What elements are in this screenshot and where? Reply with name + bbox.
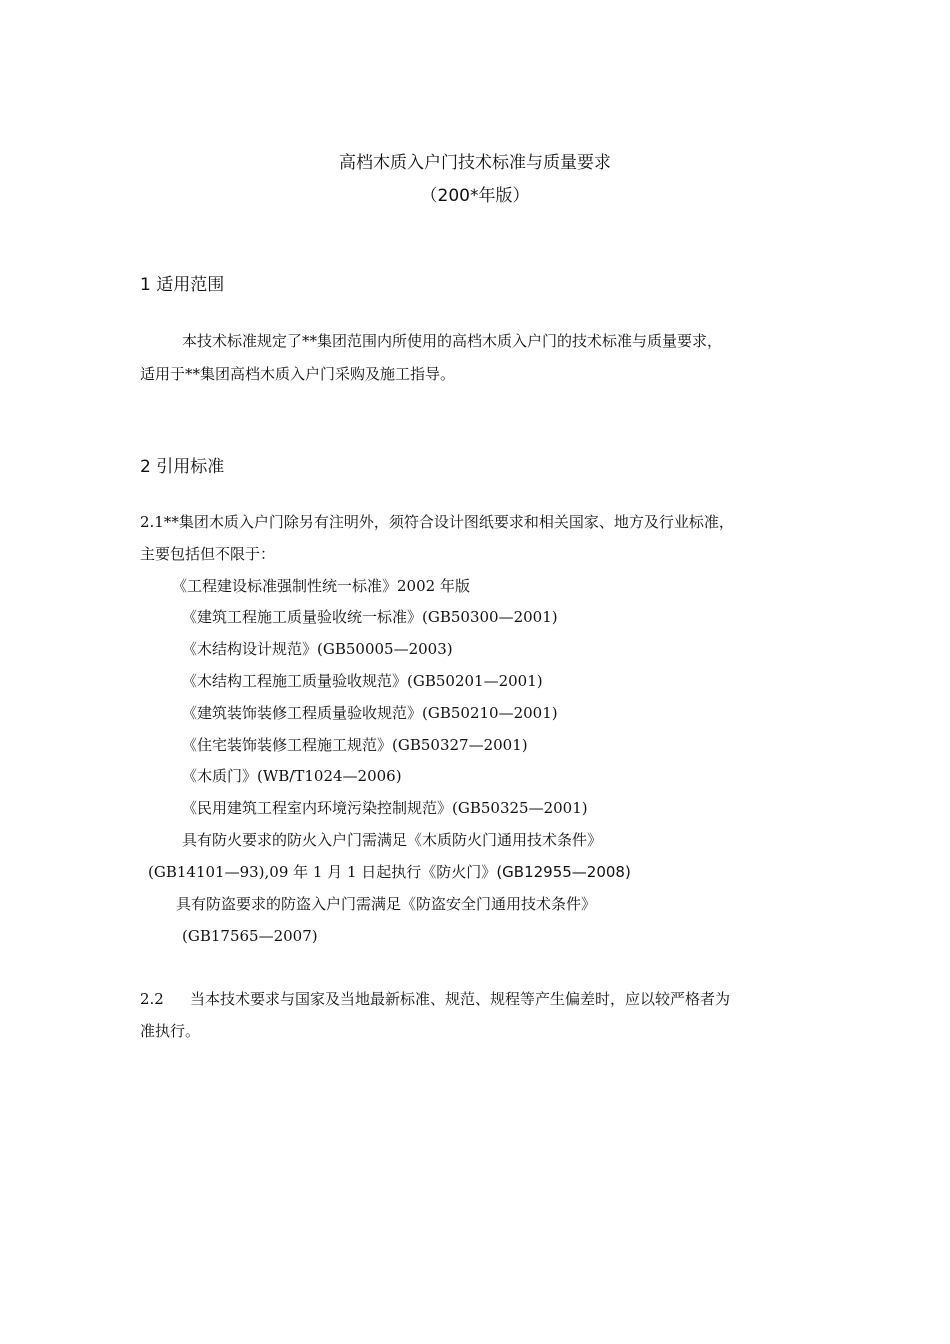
section-2-heading: 2 引用标准 (140, 457, 225, 477)
clause-2-2-line-2: 准执行。 (140, 1022, 201, 1040)
standard-item: 《住宅装饰装修工程施工规范》(GB50327—2001) (182, 736, 528, 754)
standard-item: 《工程建设标准强制性统一标准》2002 年版 (172, 577, 470, 595)
standard-item: 《木结构设计规范》(GB50005—2003) (182, 640, 453, 658)
standard-item: 《木质门》(WB/T1024—2006) (182, 767, 402, 785)
standard-item: 《木结构工程施工质量验收规范》(GB50201—2001) (182, 672, 543, 690)
clause-2-2-line-1: 当本技术要求与国家及当地最新标准、规范、规程等产生偏差时，应以较严格者为 (190, 990, 731, 1008)
fire-door-requirement-line-1: 具有防火要求的防火入户门需满足《木质防火门通用技术条件》 (182, 831, 603, 849)
document-edition: （200*年版） (420, 186, 530, 206)
clause-2-1-line-1: 2.1**集团木质入户门除另有注明外，须符合设计图纸要求和相关国家、地方及行业标准， (140, 513, 734, 531)
anti-theft-door-requirement-line-1: 具有防盗要求的防盗入户门需满足《防盗安全门通用技术条件》 (176, 895, 597, 913)
clause-2-1-line-2: 主要包括但不限于： (140, 545, 276, 563)
standard-item: 《民用建筑工程室内环境污染控制规范》(GB50325—2001) (182, 799, 588, 817)
standard-item: 《建筑装饰装修工程质量验收规范》(GB50210—2001) (182, 704, 558, 722)
section-1-paragraph-line-1: 本技术标准规定了**集团范围内所使用的高档木质入户门的技术标准与质量要求， (182, 332, 723, 350)
fire-door-standard-refs: (GB14101—93),09 年 1 月 1 日起执行《防火门》 (148, 863, 497, 881)
fire-door-requirement-line-2 (148, 862, 631, 882)
standard-item: 《建筑工程施工质量验收统一标准》(GB50300—2001) (182, 608, 558, 626)
section-1-paragraph-line-2: 适用于**集团高档木质入户门采购及施工指导。 (140, 365, 456, 383)
section-1-heading: 1 适用范围 (140, 275, 225, 295)
fire-door-gb12955: (GB12955—2008) (496, 863, 631, 881)
anti-theft-door-requirement-line-2: (GB17565—2007) (182, 927, 318, 945)
document-title: 高档木质入户门技术标准与质量要求 (339, 153, 611, 173)
clause-2-2-number: 2.2 (140, 990, 164, 1008)
